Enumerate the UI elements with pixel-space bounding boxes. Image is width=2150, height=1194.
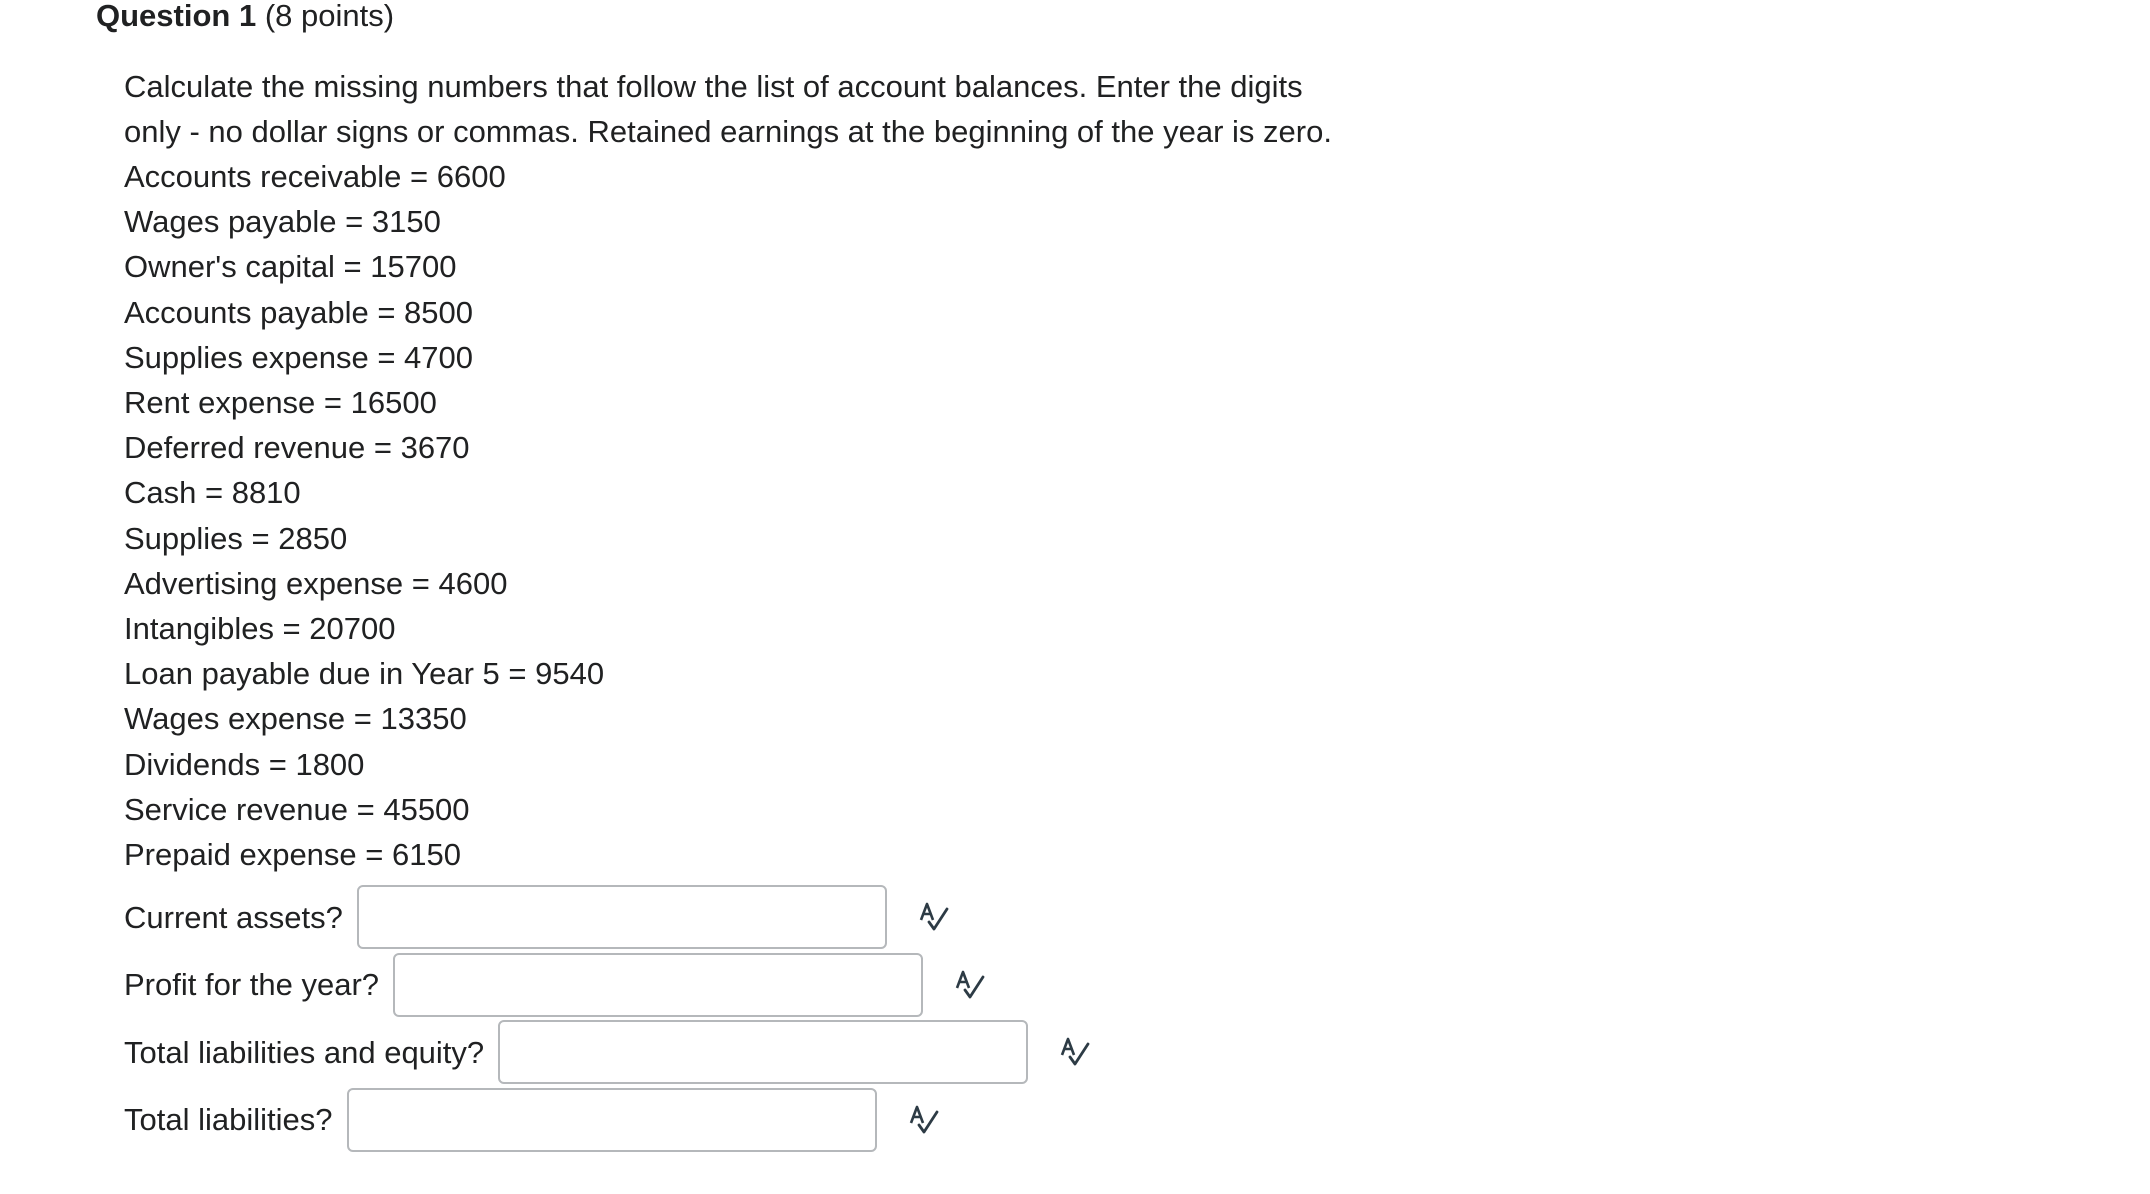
answer-row-total-liabilities xyxy=(124,1086,1344,1154)
balance-item: Loan payable due in Year 5 = 9540 xyxy=(124,656,605,692)
balance-item: Wages payable = 3150 xyxy=(124,204,441,240)
profit-label: Profit for the year? xyxy=(124,967,380,1002)
question-header xyxy=(96,0,394,34)
question-instructions: Calculate the missing numbers that follow the list of account balances. Enter the digits only - no dollar signs or commas. Retained earnings at the beginning of the year is zero. xyxy=(124,69,1332,149)
balance-item: Rent expense = 16500 xyxy=(124,385,437,421)
answer-fields xyxy=(124,883,1344,1153)
balance-item: Accounts receivable = 6600 xyxy=(124,159,506,194)
balance-item: Advertising expense = 4600 xyxy=(124,565,508,601)
balance-item: Cash = 8810 xyxy=(124,475,301,511)
spellcheck-icon[interactable] xyxy=(953,968,987,1002)
balance-item: Supplies expense = 4700 xyxy=(124,339,474,375)
balance-item: Wages expense = 13350 xyxy=(124,701,467,737)
balance-item: Supplies = 2850 xyxy=(124,520,348,556)
balance-item: Deferred revenue = 3670 xyxy=(124,430,470,466)
profit-input[interactable] xyxy=(393,953,923,1017)
balance-item: Accounts payable = 8500 xyxy=(124,294,474,330)
current-assets-label: Current assets? xyxy=(124,899,343,935)
answer-row-current-assets xyxy=(124,883,1344,951)
answer-row-total-liabilities-equity xyxy=(124,1018,1344,1086)
balance-item: Service revenue = 45500 xyxy=(124,791,470,827)
total-liabilities-equity-label: Total liabilities and equity? xyxy=(124,1034,485,1070)
question-body xyxy=(124,64,1344,1153)
spellcheck-icon[interactable] xyxy=(907,1103,941,1137)
balance-item: Intangibles = 20700 xyxy=(124,611,396,647)
balance-item: Prepaid expense = 6150 xyxy=(124,837,461,873)
total-liabilities-equity-input[interactable] xyxy=(498,1020,1028,1084)
balance-item: Owner's capital = 15700 xyxy=(124,249,457,285)
question-title: Question 1 xyxy=(96,0,257,33)
answer-row-profit xyxy=(124,951,1344,1019)
total-liabilities-input[interactable] xyxy=(347,1088,877,1152)
question-points: (8 points) xyxy=(264,0,395,33)
account-balances-list xyxy=(124,154,1344,877)
balance-item: Dividends = 1800 xyxy=(124,746,365,782)
spellcheck-icon[interactable] xyxy=(1058,1035,1092,1069)
current-assets-input[interactable] xyxy=(357,885,887,949)
spellcheck-icon[interactable] xyxy=(917,900,951,934)
total-liabilities-label: Total liabilities? xyxy=(124,1102,333,1137)
